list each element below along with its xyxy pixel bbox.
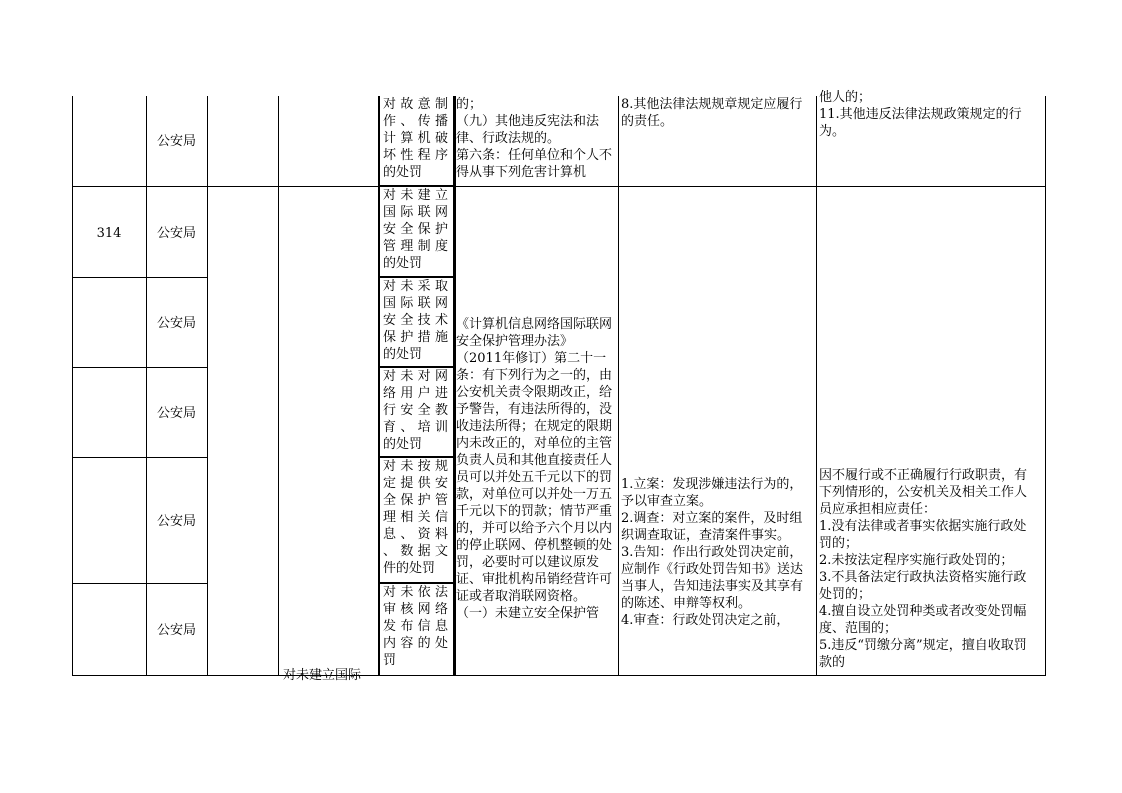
liability-text: 因不履行或不正确履行行政职责，有下列情形的，公安机关及相关工作人员应承担相应责任： 1.没有法律或者事实依据实施行政处罚的； 2.未按法定程序实施行政处罚的； 3.不具备法定行政执法资格实施行政处罚的； 4.擅自设立处罚种类或者改变处罚幅度、范围的； 5.违反“罚缴分离”规定，擅自收取罚款的 <box>819 468 1028 670</box>
item-line: 国际联网 <box>383 296 450 311</box>
item-cell <box>380 187 453 276</box>
item-cell <box>380 96 453 185</box>
item-line: 的处罚 <box>383 437 423 452</box>
item-line: 对故意制 <box>383 97 450 112</box>
row-number-cell: 314 <box>96 226 122 241</box>
process-text: 8.其他法律法规规章规定应履行的责任。 <box>621 97 803 129</box>
table-border-bottom <box>72 675 1046 676</box>
liability-text: 他人的； 11.其他违反法律法规政策规定的行为。 <box>819 90 1022 139</box>
table-border-left <box>72 96 73 676</box>
item-line: 管理制度 <box>383 239 450 254</box>
item-line: 、数据文 <box>383 544 450 559</box>
item-line: 保护措施 <box>383 330 450 345</box>
process-cell <box>619 187 816 675</box>
item-line: 全保护管 <box>383 493 450 508</box>
liability-cell <box>817 90 1045 186</box>
item-line: 国际联网 <box>383 205 450 220</box>
department-cell: 公安局 <box>156 226 196 241</box>
item-line: 理相关信 <box>383 510 450 525</box>
item-line: 行安全教 <box>383 403 450 418</box>
row-divider <box>72 583 207 584</box>
legal-basis-cell <box>456 187 618 675</box>
department-cell: 公安局 <box>156 406 196 421</box>
item-cell <box>380 368 453 456</box>
item-line: 育、培训 <box>383 420 450 435</box>
item-line: 坏性程序 <box>383 148 450 163</box>
process-text: 1.立案：发现涉嫌违法行为的，予以审查立案。 2.调查：对立案的案件，及时组织调查取证，查清案件事实。 3.告知：作出行政处罚决定前，应制作《行政处罚告知书》送达当事人，告知违法事实及其享有的陈述、申辩等权利。 4.审查：行政处罚决定之前， <box>621 477 804 628</box>
item-cell <box>380 278 453 366</box>
item-line: 安全保护 <box>383 222 450 237</box>
item-cell-border <box>453 96 455 676</box>
legal-basis-cell <box>456 96 618 186</box>
item-line: 络用户进 <box>383 386 450 401</box>
department-cell: 公安局 <box>156 316 196 331</box>
merged-cell-text: 对未建立国际 <box>283 668 362 683</box>
department-cell: 公安局 <box>156 623 196 638</box>
item-line: 安全技术 <box>383 313 450 328</box>
item-line: 计算机破 <box>383 131 450 146</box>
process-cell <box>619 96 816 186</box>
column-divider <box>146 96 147 676</box>
item-line: 罚 <box>383 653 397 668</box>
item-line: 的处罚 <box>383 256 423 271</box>
item-line: 对未按规 <box>383 459 450 474</box>
item-line: 审核网络 <box>383 602 450 617</box>
item-line: 的处罚 <box>383 347 423 362</box>
item-line: 对未依法 <box>383 585 450 600</box>
legal-basis-text: 的； （九）其他违反宪法和法律、行政法规的。 第六条：任何单位和个人不得从事下列危害计算机 <box>456 97 613 180</box>
item-line: 息、资料 <box>383 527 450 542</box>
row-divider <box>72 277 207 278</box>
column-divider <box>207 96 208 676</box>
row-divider <box>72 367 207 368</box>
merged-cell-clip <box>279 662 377 683</box>
column-divider <box>278 96 279 676</box>
table-border-right <box>1045 96 1046 676</box>
department-cell: 公安局 <box>156 514 196 529</box>
department-cell: 公安局 <box>156 134 196 149</box>
liability-cell <box>817 187 1045 675</box>
item-cell <box>380 458 453 582</box>
item-line: 作、传播 <box>383 114 450 129</box>
row-divider <box>72 457 207 458</box>
item-line: 发布信息 <box>383 619 450 634</box>
item-line: 内容的处 <box>383 636 450 651</box>
item-line: 对未对网 <box>383 369 450 384</box>
item-line: 件的处罚 <box>383 561 436 576</box>
item-line: 定提供安 <box>383 476 450 491</box>
legal-basis-text: 《计算机信息网络国际联网安全保护管理办法》 （2011年修订）第二十一条：有下列行为之一的，由公安机关责令限期改正，给予警告，有违法所得的，没收违法所得；在规定的限期内未改正的，对单位的主管负责人员和其他直接责任人员可以并处五千元以下的罚款，对单位可以并处一万五千元以下的罚款；情节严重的，并可以给予六个月以内的停止联网、停机整顿的处罚，必要时可以建议原发证、审批机构吊销经营许可证或者取消联网资格。 （一）未建立安全保护管 <box>456 317 613 621</box>
item-cell <box>380 584 453 675</box>
item-line: 的处罚 <box>383 165 423 180</box>
item-line: 对未采取 <box>383 279 450 294</box>
item-line: 对未建立 <box>383 188 450 203</box>
